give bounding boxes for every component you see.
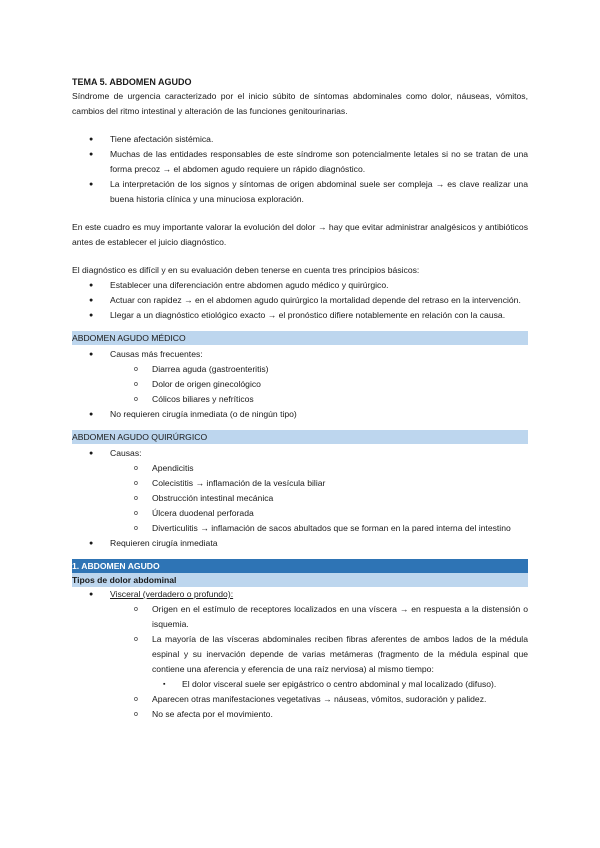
list-item: o Colecistitis → inflamación de la vesícula biliar [72, 476, 528, 491]
circle-bullet-icon: o [134, 711, 138, 718]
bullet-icon: ● [89, 591, 94, 598]
list-item: o La mayoría de las vísceras abdominales reciben fibras aferentes de ambos lados de la médula espinal y su inervación depende de varias metámeras (fragmento de la médula espinal que contiene una aferencia y eferencia de una raíz nerviosa) al mismo tiempo: [134, 634, 528, 674]
list-item: ● Tiene afectación sistémica. [72, 132, 528, 147]
circle-bullet-icon: o [134, 636, 138, 643]
list-item: o Diarrea aguda (gastroenteritis) [72, 362, 528, 377]
bullet-icon: ● [89, 282, 94, 289]
section-heading-quirurgico: ABDOMEN AGUDO QUIRÚRGICO [72, 430, 528, 444]
list-item: ● Visceral (verdadero o profundo): [72, 587, 528, 602]
evaluation-paragraph: En este cuadro es muy importante valorar la evolución del dolor → hay que evitar administrar analgésicos y antibióticos antes de establecer el juicio diagnóstico. [72, 222, 528, 247]
list-item: o Dolor de origen ginecológico [72, 377, 528, 392]
circle-bullet-icon: o [134, 396, 138, 403]
bullet-icon: ● [89, 540, 94, 547]
circle-bullet-icon: o [134, 606, 138, 613]
circle-bullet-icon: o [134, 495, 138, 502]
circle-bullet-icon: o [134, 480, 138, 487]
list-item: o Cólicos biliares y nefríticos [72, 392, 528, 407]
bullet-icon: ● [89, 151, 94, 158]
bullet-icon: ● [89, 351, 94, 358]
bullet-icon: ● [89, 297, 94, 304]
page-title: TEMA 5. ABDOMEN AGUDO [72, 77, 192, 87]
circle-bullet-icon: o [134, 366, 138, 373]
list-item: ● Causas: [72, 446, 528, 461]
list-item: ● No requieren cirugía inmediata (o de ningún tipo) [72, 407, 528, 422]
subheading-tipos-dolor: Tipos de dolor abdominal [72, 573, 528, 587]
list-item: ▪ El dolor visceral suele ser epigástrico o centro abdominal y mal localizado (difuso). [72, 677, 528, 692]
bullet-icon: ● [89, 181, 94, 188]
document-content [72, 76, 528, 722]
bullet-icon: ● [89, 411, 94, 418]
list-item: o Apendicitis [72, 461, 528, 476]
list-item: o Obstrucción intestinal mecánica [72, 491, 528, 506]
list-item: ● Establecer una diferenciación entre abdomen agudo médico y quirúrgico. [72, 278, 528, 293]
list-item: o No se afecta por el movimiento. [72, 707, 528, 722]
list-item: o Aparecen otras manifestaciones vegetativas → náuseas, vómitos, sudoración y palidez. [72, 692, 528, 707]
circle-bullet-icon: o [134, 381, 138, 388]
list-item: ● Causas más frecuentes: [72, 347, 528, 362]
bullet-icon: ● [89, 312, 94, 319]
list-item: o Origen en el estímulo de receptores localizados en una víscera → en respuesta a la distensión o isquemia. [134, 604, 528, 629]
diagnosis-paragraph: El diagnóstico es difícil y en su evaluación deben tenerse en cuenta tres principios básicos: [72, 265, 420, 275]
circle-bullet-icon: o [134, 525, 138, 532]
section-heading-abdomen-agudo: 1. ABDOMEN AGUDO [72, 559, 528, 573]
intro-paragraph: Síndrome de urgencia caracterizado por el inicio súbito de síntomas abdominales como dolor, náuseas, vómitos, cambios del ritmo intestinal y alteración de las funciones genitourinarias. [72, 91, 528, 116]
bullet-icon: ● [89, 450, 94, 457]
list-item: o Diverticulitis → inflamación de sacos abultados que se forman en la pared interna del intestino [72, 521, 528, 536]
square-bullet-icon: ▪ [163, 681, 166, 688]
circle-bullet-icon: o [134, 465, 138, 472]
list-item: ● Requieren cirugía inmediata [72, 536, 528, 551]
section-heading-medico: ABDOMEN AGUDO MÉDICO [72, 331, 528, 345]
list-item: ● Actuar con rapidez → en el abdomen agudo quirúrgico la mortalidad depende del retraso en la intervención. [72, 293, 528, 308]
list-item: ● La interpretación de los signos y síntomas de origen abdominal suele ser compleja → es clave realizar una buena historia clínica y una minuciosa exploración. [89, 179, 528, 204]
circle-bullet-icon: o [134, 696, 138, 703]
bullet-icon: ● [89, 136, 94, 143]
list-item: ● Muchas de las entidades responsables de este síndrome son potencialmente letales si no se tratan de una forma precoz → el abdomen agudo requiere un rápido diagnóstico. [89, 149, 528, 174]
circle-bullet-icon: o [134, 510, 138, 517]
list-item: o Úlcera duodenal perforada [72, 506, 528, 521]
list-item: ● Llegar a un diagnóstico etiológico exacto → el pronóstico difiere notablemente en relación con la causa. [72, 308, 528, 323]
